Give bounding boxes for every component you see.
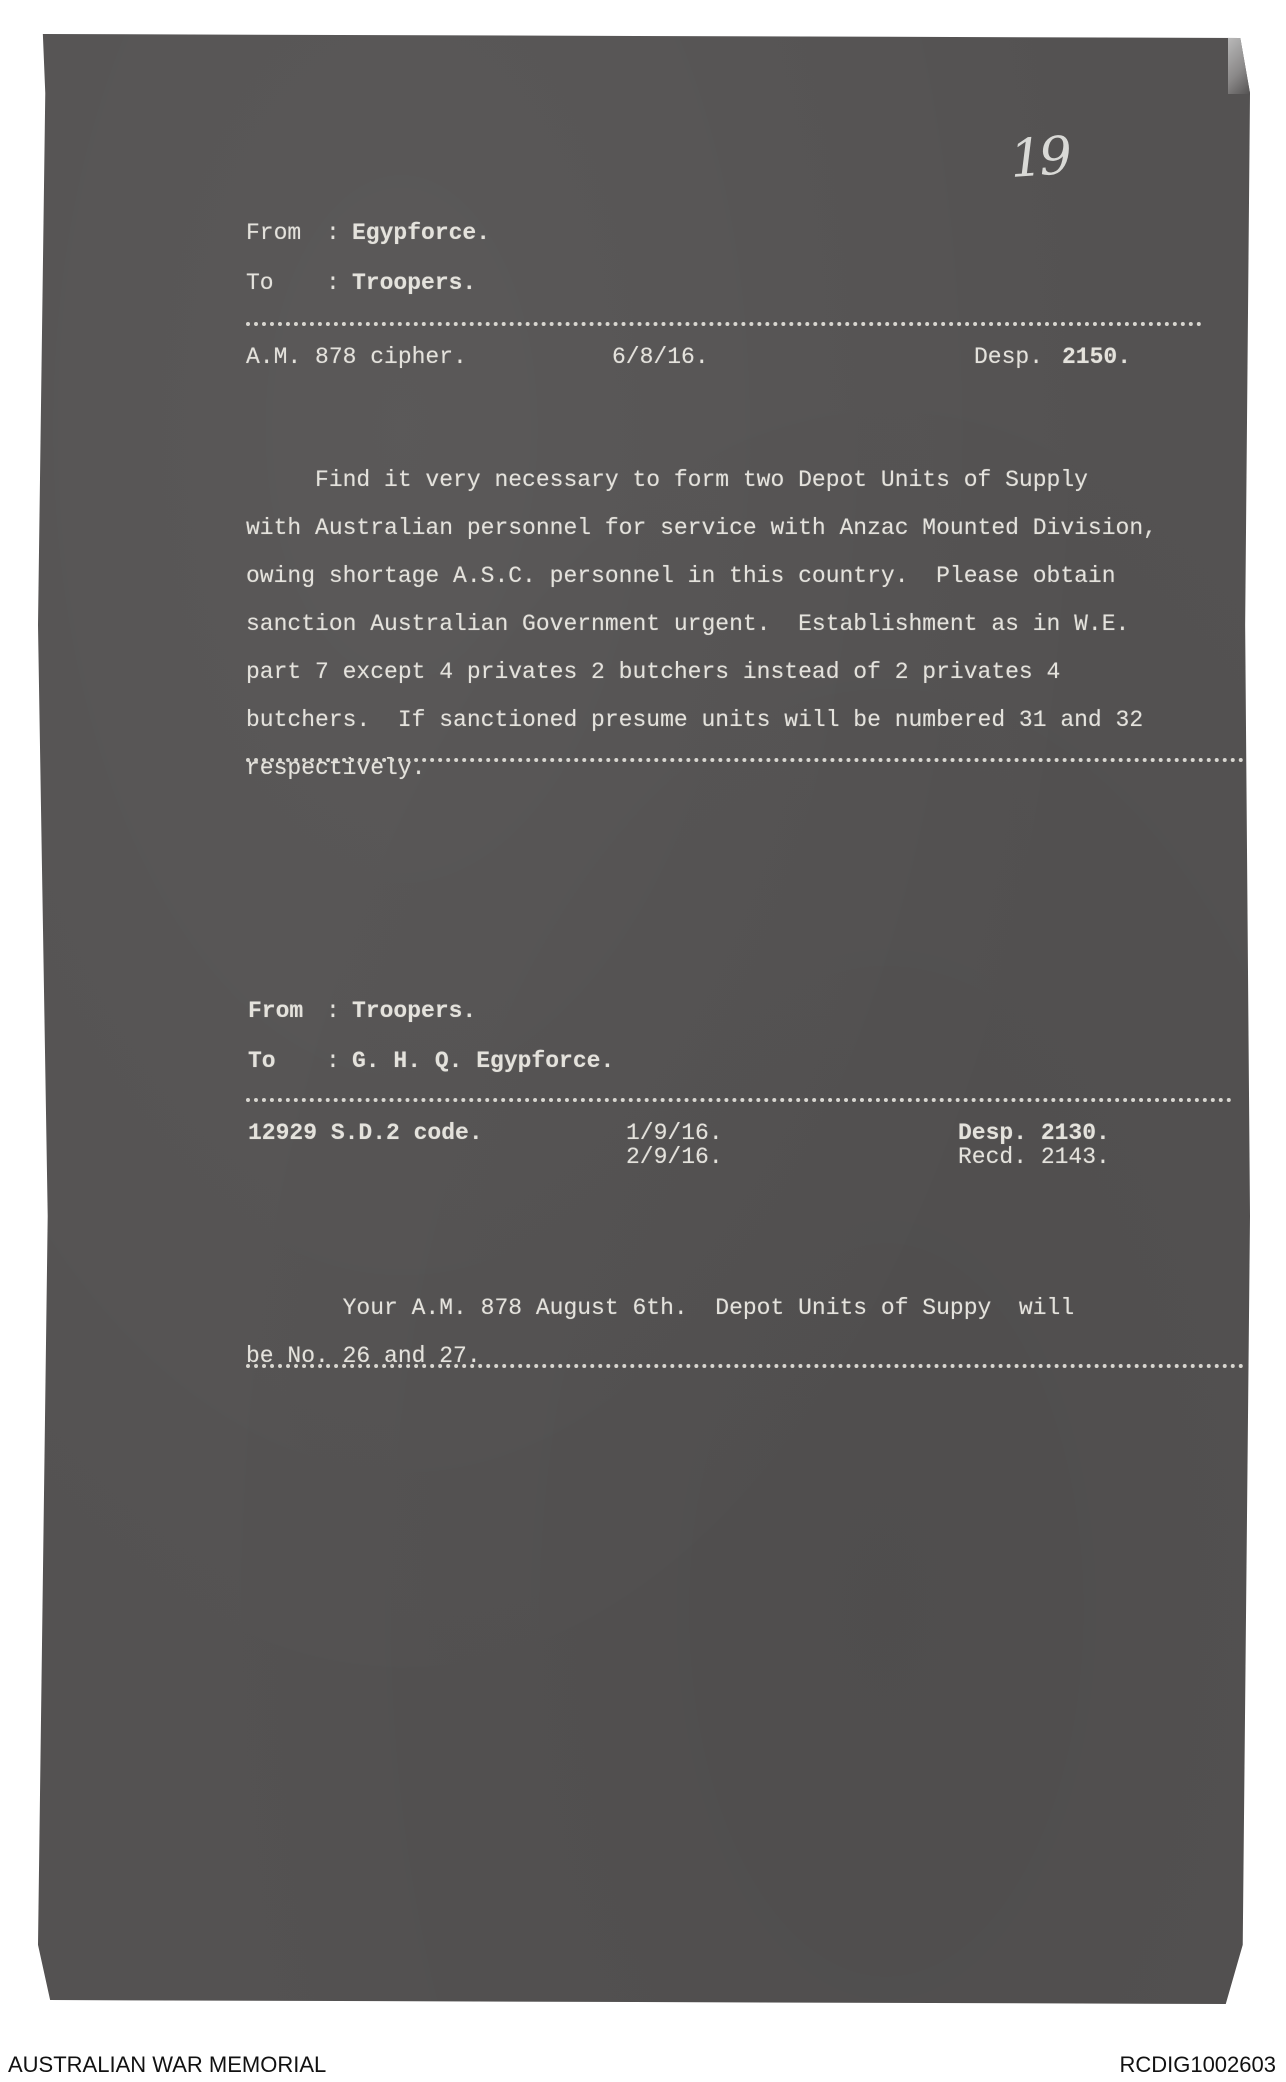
message1-body-line: sanction Australian Government urgent. Establishment as in W.E.	[246, 611, 1130, 637]
message1-body-line: respectively.	[246, 755, 426, 781]
message2-reference: 12929 S.D.2 code.	[248, 1120, 483, 1146]
message1-desp-value: 2150.	[1062, 344, 1132, 370]
message2-body-line: Your A.M. 878 August 6th. Depot Units of Suppy will	[246, 1295, 1075, 1321]
message1-to-label: To	[246, 270, 274, 296]
footer-catalogue-id: RCDIG1002603	[1119, 2052, 1276, 2077]
message2-recd: Recd. 2143.	[958, 1144, 1110, 1170]
message1-to-value: Troopers.	[352, 270, 477, 296]
page-number: 19	[1007, 126, 1071, 190]
folded-corner	[1228, 34, 1250, 94]
message1-from-value: Egypforce.	[352, 220, 491, 246]
footer-institution: AUSTRALIAN WAR MEMORIAL	[8, 2052, 327, 2077]
message1-top-rule	[246, 322, 1202, 326]
message2-top-rule	[246, 1098, 1232, 1102]
message1-to-separator: :	[326, 270, 340, 296]
message1-body-line: part 7 except 4 privates 2 butchers instead of 2 privates 4	[246, 659, 1061, 685]
message1-body-line: owing shortage A.S.C. personnel in this country. Please obtain	[246, 563, 1116, 589]
message2-body	[246, 1236, 1074, 1428]
message1-bottom-rule	[246, 758, 1244, 762]
message1-body	[246, 408, 1157, 840]
message1-body-line: Find it very necessary to form two Depot Units of Supply	[246, 467, 1088, 493]
message2-date2: 2/9/16.	[626, 1144, 723, 1170]
message1-body-line: with Australian personnel for service with Anzac Mounted Division,	[246, 515, 1157, 541]
message2-to-separator: :	[326, 1048, 340, 1074]
message2-bottom-rule	[246, 1364, 1244, 1368]
message1-from-separator: :	[326, 220, 340, 246]
message2-to-label: To	[248, 1048, 276, 1074]
message2-from-label: From	[248, 998, 304, 1024]
message2-body-line: be No. 26 and 27.	[246, 1343, 481, 1369]
message2-from-separator: :	[326, 998, 340, 1024]
message1-date: 6/8/16.	[612, 344, 709, 370]
message2-to-value: G. H. Q. Egypforce.	[352, 1048, 615, 1074]
message2-from-value: Troopers.	[352, 998, 477, 1024]
message2-date1: 1/9/16.	[626, 1120, 723, 1146]
message1-desp-label: Desp.	[974, 344, 1044, 370]
message1-reference: A.M. 878 cipher.	[246, 344, 467, 370]
message1-from-label: From	[246, 220, 302, 246]
message1-body-line: butchers. If sanctioned presume units will be numbered 31 and 32	[246, 707, 1144, 733]
document-sheet	[38, 34, 1250, 2004]
message2-desp: Desp. 2130.	[958, 1120, 1110, 1146]
